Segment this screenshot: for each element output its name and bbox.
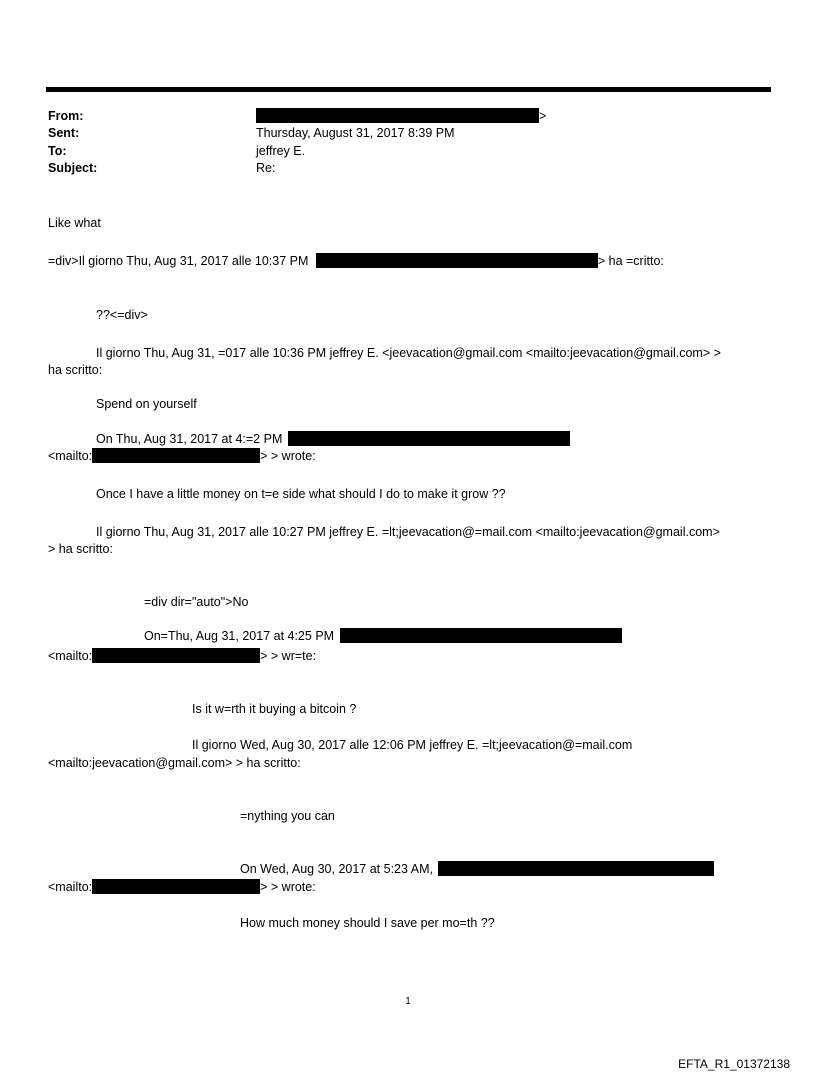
sent-value: Thursday, August 31, 2017 8:39 PM — [256, 126, 455, 140]
bates-number: EFTA_R1_01372138 — [678, 1057, 790, 1071]
page-number: 1 — [405, 996, 411, 1007]
sent-label: Sent: — [48, 126, 80, 140]
body-line-14a-text: On Wed, Aug 30, 2017 at 5:23 AM, — [240, 862, 433, 876]
body-line-3: ??<=div> — [96, 308, 148, 322]
body-line-10a-text: On=Thu, Aug 31, 2017 at 4:25 PM — [144, 629, 335, 643]
body-line-5: Spend on yourself — [96, 397, 197, 411]
from-label: From: — [48, 109, 84, 123]
body-line-12b: <mailto:jeevacation@gmail.com> > ha scritto: — [48, 756, 301, 770]
redaction-box — [340, 628, 622, 643]
redaction-box — [92, 648, 260, 663]
body-line-1: Like what — [48, 216, 101, 230]
body-line-12a: Il giorno Wed, Aug 30, 2017 alle 12:06 PM jeffrey E. =lt;jeevacation@=mail.com — [192, 738, 633, 752]
body-line-8a: Il giorno Thu, Aug 31, 2017 alle 10:27 PM jeffrey E. =lt;jeevacation@=mail.com <mailto:jeevacation@gmail.com> — [96, 525, 720, 539]
body-line-4a: Il giorno Thu, Aug 31, =017 alle 10:36 PM jeffrey E. <jeevacation@gmail.com <mailto:jeevacation@gmail.com> > — [96, 346, 721, 360]
body-line-6a-text: On Thu, Aug 31, 2017 at 4:=2 PM — [96, 432, 283, 446]
subject-label: Subject: — [48, 161, 98, 175]
mailto-prefix: <mailto: — [48, 880, 93, 894]
body-line-7: Once I have a little money on t=e side what should I do to make it grow ?? — [96, 487, 506, 501]
body-line-4b: ha scritto: — [48, 363, 103, 377]
mailto-prefix: <mailto: — [48, 649, 93, 663]
body-line-6a — [96, 431, 570, 447]
body-line-14a — [240, 861, 714, 877]
body-line-10a — [144, 628, 622, 644]
body-line-9: =div dir="auto">No — [144, 595, 249, 609]
body-line-6b — [48, 448, 316, 464]
from-suffix: > — [539, 109, 547, 123]
redaction-box — [288, 431, 570, 446]
body-line-15: How much money should I save per mo=th ?? — [240, 916, 495, 930]
body-line-10b-tail: > > wr=te: — [260, 649, 317, 663]
body-line-2-text: =div>Il giorno Thu, Aug 31, 2017 alle 10:37 PM — [48, 254, 309, 268]
redaction-box — [256, 108, 539, 123]
body-line-8b: > ha scritto: — [48, 542, 113, 556]
to-value: jeffrey E. — [256, 144, 306, 158]
body-line-10b — [48, 648, 316, 664]
body-line-2-tail: > ha =critto: — [597, 254, 664, 268]
header-rule — [46, 87, 771, 92]
body-line-13: =nything you can — [240, 809, 335, 823]
redaction-box — [316, 253, 598, 268]
body-line-14b-tail: > > wrote: — [260, 880, 316, 894]
body-line-14b — [48, 879, 316, 895]
body-line-11: Is it w=rth it buying a bitcoin ? — [192, 702, 357, 716]
redaction-box — [438, 861, 714, 876]
redaction-box — [92, 879, 260, 894]
from-value — [256, 108, 546, 124]
to-label: To: — [48, 144, 67, 158]
mailto-prefix: <mailto: — [48, 449, 93, 463]
subject-value: Re: — [256, 161, 276, 175]
body-line-6b-tail: > > wrote: — [260, 449, 316, 463]
body-line-2 — [48, 253, 664, 269]
redaction-box — [92, 448, 260, 463]
